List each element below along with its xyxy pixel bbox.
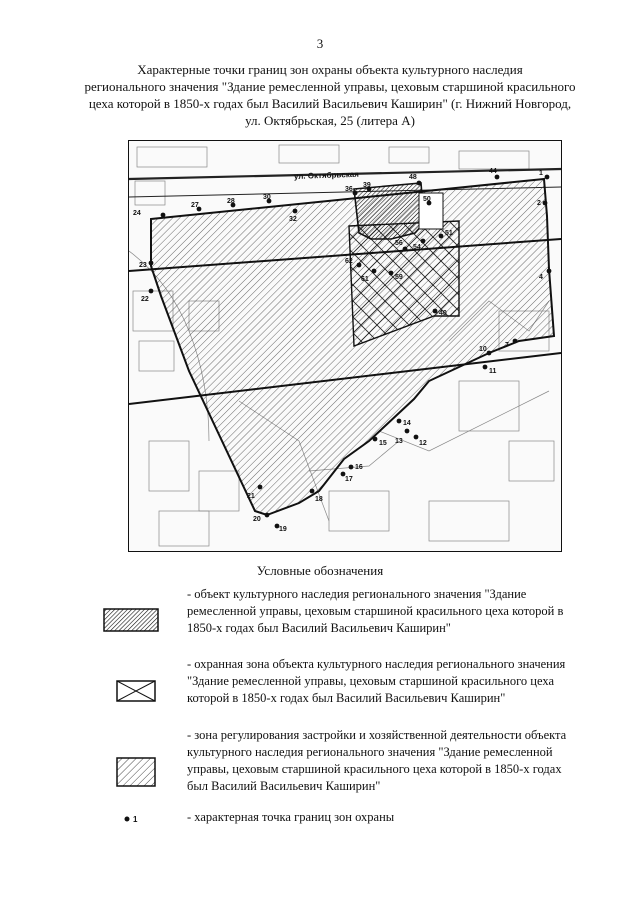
point-label: 16 [355,464,363,471]
light-hatch-icon [116,757,156,787]
point-marker [161,213,166,218]
legend-line: - характерная точка границ зон охраны [187,810,395,824]
page-number: 3 [316,36,324,51]
point-label: 32 [289,216,297,223]
point-marker [433,309,438,314]
legend-line: "Здание ремесленной управы, цеховым старшиной красильного цеха [187,674,554,688]
document-title [60,61,600,129]
point-label: 11 [489,368,497,375]
point-label: 4 [539,274,543,281]
point-label: 1 [539,170,543,177]
legend-line: ремесленной управы, цеховым старшиной красильного цеха которой в [187,604,564,618]
point-marker [487,351,492,356]
zone-map-svg [129,141,561,551]
legend-line: которой в 1850-х годах был Василий Васильевич Каширин" [187,691,506,705]
point-label: 20 [253,516,261,523]
point-label: 50 [423,196,431,203]
legend-line: - зона регулирования застройки и хозяйственной деятельности объекта [187,728,567,742]
point-marker [389,271,394,276]
point-marker [349,465,354,470]
legend-line: - объект культурного наследия регионального значения "Здание [187,587,527,601]
title-line: цеха которой в 1850-х годах был Василий Васильевич Каширин" (г. Нижний Новгород, [88,96,572,111]
point-label: 44 [489,168,497,175]
legend-line: - охранная зона объекта культурного наследия регионального значения [187,657,566,671]
marker-label: 1 [133,815,138,824]
point-label: 62 [345,258,353,265]
point-label: 17 [345,476,353,483]
legend-title: Условные обозначения [256,563,384,578]
title-line: ул. Октябрьская, 25 (литера А) [245,113,415,128]
point-marker [513,339,518,344]
legend-line: 1850-х годах был Василий Васильевич Каширин" [187,621,451,635]
point-label: 39 [363,182,371,189]
point-label: 48 [409,174,417,181]
legend-line: был Василий Васильевич Каширин" [187,779,381,793]
point-label: 2 [537,200,541,207]
point-marker [405,429,410,434]
point-marker [265,513,270,518]
point-marker [357,263,362,268]
point-label: 10 [479,346,487,353]
point-label: 27 [191,202,199,209]
point-label: 40 [439,310,447,317]
point-marker [353,191,358,196]
point-marker [417,181,422,186]
point-label: 7 [505,342,509,349]
point-marker [543,201,548,206]
legend-line: управы, цеховым старшиной красильного цеха которой в 1850-х годах [187,762,562,776]
point-label: 14 [403,420,411,427]
legend-text [187,586,607,637]
point-label: 28 [227,198,235,205]
point-label: 36 [345,186,353,193]
point-marker [397,419,402,424]
point-label: 22 [141,296,149,303]
point-label: 51 [445,230,453,237]
point-label: 18 [315,496,323,503]
point-marker [421,239,426,244]
legend-text [187,809,607,826]
point-marker [483,365,488,370]
point-marker [258,485,263,490]
point-marker [403,247,408,252]
legend-line: культурного наследия регионального значения "Здание ремесленной [187,745,553,759]
point-label: 23 [139,262,147,269]
point-label: 54 [413,244,421,251]
point-label: 12 [419,440,427,447]
street-label: ул. Октябрьская [293,169,360,181]
point-label: 59 [395,274,403,281]
point-label: 15 [379,440,387,447]
legend-text [187,656,607,707]
point-label: 61 [361,276,369,283]
point-marker [149,261,154,266]
point-marker [545,175,550,180]
dense-hatch-icon [103,608,159,632]
point-label: 24 [133,210,141,217]
x-box-icon [116,680,156,702]
point-marker [372,269,377,274]
zone-map [128,140,562,552]
point-marker [373,437,378,442]
point-marker [547,269,552,274]
point-label: 13 [395,438,403,445]
point-marker [310,489,315,494]
point-label: 19 [279,526,287,533]
point-marker [439,234,444,239]
point-marker [495,175,500,180]
point-label: 21 [247,493,255,500]
point-marker [149,289,154,294]
point-marker [293,209,298,214]
point-label: 56 [395,240,403,247]
title-line: регионального значения "Здание ремесленной управы, цеховым старшиной красильного [84,79,576,94]
point-label: 30 [263,194,271,201]
heritage-object [354,183,424,239]
point-marker-icon [122,813,146,825]
legend-text [187,727,607,795]
title-line: Характерные точки границ зон охраны объекта культурного наследия [137,62,523,77]
point-marker [414,435,419,440]
